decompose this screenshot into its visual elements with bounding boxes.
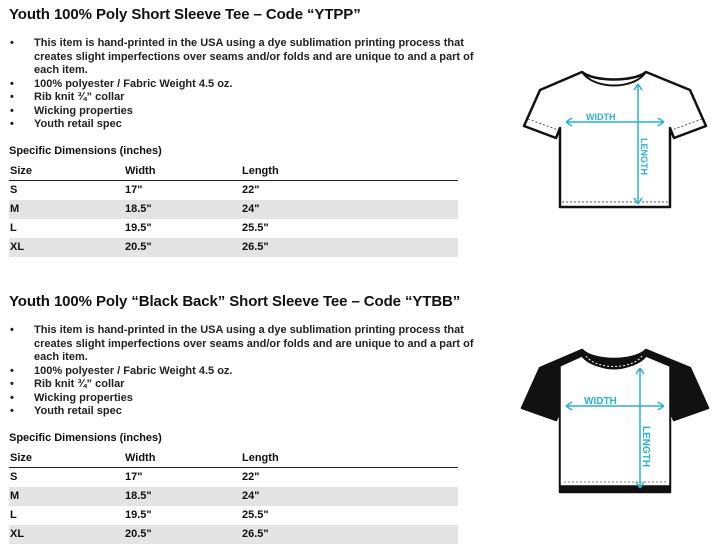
feature-item: • This item is hand-printed in the USA using a dye sublimation printing process that creates slight imperfections over seams and/or folds and are unique to and a part of each item. [9, 324, 479, 365]
length-cell: 22" [242, 184, 260, 197]
product-title: Youth 100% Poly Short Sleeve Tee – Code “YTPP” [9, 6, 361, 23]
tee-outline [524, 72, 706, 207]
table-row [9, 219, 458, 238]
table-row [9, 506, 458, 525]
length-cell: 25.5" [242, 222, 269, 234]
length-label: LENGTH [640, 426, 651, 468]
black-back-tee-diagram [520, 344, 710, 500]
column-header-size: Size [9, 450, 124, 468]
length-cell: 22" [242, 471, 260, 484]
dimensions-heading: Specific Dimensions (inches) [9, 144, 162, 157]
tee-front-panel [560, 356, 670, 486]
size-cell: L [10, 509, 17, 521]
width-cell: 20.5" [124, 238, 241, 257]
length-cell: 24" [241, 200, 458, 219]
length-cell: 26.5" [241, 525, 458, 544]
feature-list [9, 37, 479, 132]
size-table [9, 450, 458, 544]
size-cell: S [10, 471, 18, 484]
feature-item: • Rib knit ¾” collar [9, 378, 479, 392]
column-header-length: Length [241, 163, 458, 181]
width-cell: 19.5" [125, 509, 152, 521]
feature-list [9, 324, 479, 419]
width-label: WIDTH [584, 396, 617, 407]
table-row [9, 238, 458, 257]
size-cell: M [9, 200, 124, 219]
width-cell: 17" [125, 471, 143, 484]
feature-item: • This item is hand-printed in the USA using a dye sublimation printing process that creates slight imperfections over seams and/or folds and are unique to and a part of each item. [9, 37, 479, 78]
feature-item: • Wicking properties [9, 105, 479, 119]
column-header-width: Width [124, 450, 241, 468]
column-header-width: Width [124, 163, 241, 181]
size-cell: M [9, 487, 124, 506]
width-cell: 18.5" [124, 200, 241, 219]
length-cell: 24" [241, 487, 458, 506]
column-header-length: Length [241, 450, 458, 468]
white-tee-diagram [522, 64, 708, 214]
size-cell: L [10, 222, 17, 234]
size-cell: XL [9, 525, 124, 544]
product-title: Youth 100% Poly “Black Back” Short Sleeve Tee – Code “YTBB” [9, 293, 461, 310]
dimensions-heading: Specific Dimensions (inches) [9, 431, 162, 444]
table-header-row [9, 163, 458, 181]
table-row [9, 468, 458, 487]
feature-item: • 100% polyester / Fabric Weight 4.5 oz. [9, 78, 479, 92]
table-row [9, 200, 458, 219]
feature-item: • Youth retail spec [9, 405, 479, 419]
feature-item: • Wicking properties [9, 392, 479, 406]
feature-item: • Youth retail spec [9, 118, 479, 132]
width-cell: 20.5" [124, 525, 241, 544]
length-label: LENGTH [639, 138, 649, 175]
table-header-row [9, 450, 458, 468]
table-row [9, 525, 458, 544]
table-row [9, 487, 458, 506]
size-cell: XL [9, 238, 124, 257]
table-row [9, 181, 458, 200]
column-header-size: Size [9, 163, 124, 181]
feature-item: • 100% polyester / Fabric Weight 4.5 oz. [9, 365, 479, 379]
size-cell: S [10, 184, 18, 197]
width-cell: 17" [125, 184, 143, 197]
feature-item: • Rib knit ¾” collar [9, 91, 479, 105]
length-cell: 26.5" [241, 238, 458, 257]
length-cell: 25.5" [242, 509, 269, 521]
width-cell: 19.5" [125, 222, 152, 234]
width-label: WIDTH [586, 112, 616, 122]
size-table [9, 163, 458, 257]
width-cell: 18.5" [124, 487, 241, 506]
